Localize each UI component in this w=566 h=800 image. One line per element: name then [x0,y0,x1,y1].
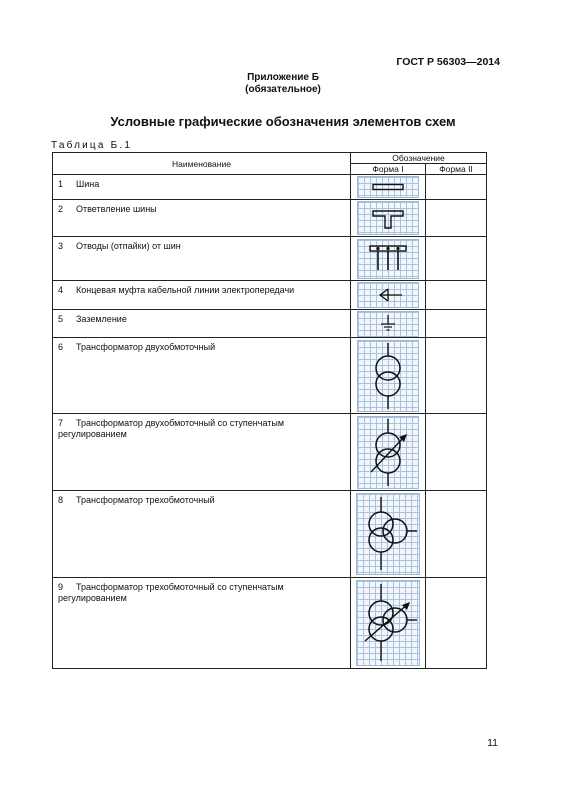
row-name-cell [53,491,351,578]
table-row [53,310,487,338]
form1-cell [351,281,426,310]
table-row [53,491,487,578]
cable-termination-symbol [357,282,419,308]
form2-cell [426,237,487,281]
column-header-form1: Форма I [351,164,426,175]
column-header-form2: Форма II [426,164,487,175]
form2-cell [426,310,487,338]
row-name-cell [53,310,351,338]
busbar-symbol [357,176,419,198]
two-winding-regulated-transformer-symbol [357,416,419,489]
row-name-cell [53,281,351,310]
row-name-cell [53,414,351,491]
appendix-heading [0,72,566,96]
row-name: Отводы (отпайки) от шин [76,241,181,251]
standard-number: ГОСТ Р 56303—2014 [396,56,500,68]
form1-cell [351,491,426,578]
table-row [53,200,487,237]
row-name: Трансформатор двухобмоточный [76,342,216,352]
table-row [53,578,487,669]
form1-cell [351,414,426,491]
bus-branch-symbol [357,201,419,235]
row-number: 7 [58,418,64,428]
row-name-cell [53,578,351,669]
document-title: Условные графические обозначения элементов схем [110,114,456,129]
appendix-label: Приложение Б [247,72,319,83]
table-row [53,338,487,414]
form1-cell [351,338,426,414]
row-name: Шина [76,179,100,189]
form2-cell [426,200,487,237]
form1-cell [351,237,426,281]
two-winding-transformer-symbol [357,340,419,412]
row-name: Трансформатор двухобмоточный со ступенчатым регулированием [58,418,285,439]
page-number: 11 [487,737,498,749]
row-name: Концевая муфта кабельной линии электропередачи [76,285,295,295]
symbols-table [52,152,487,669]
table-row [53,281,487,310]
ground-symbol [357,311,419,337]
row-name-cell [53,338,351,414]
row-name-cell [53,175,351,200]
row-number: 9 [58,582,64,592]
form2-cell [426,414,487,491]
row-number: 8 [58,495,64,505]
row-name: Трансформатор трехобмоточный [76,495,215,505]
row-number: 5 [58,314,64,324]
form2-cell [426,281,487,310]
table-row [53,237,487,281]
three-winding-regulated-transformer-symbol [356,580,420,666]
form2-cell [426,578,487,669]
row-name: Заземление [76,314,127,324]
row-name-cell [53,200,351,237]
table-row [53,175,487,200]
form2-cell [426,175,487,200]
table-row [53,414,487,491]
row-number: 2 [58,204,64,214]
row-number: 4 [58,285,64,295]
table-caption: Таблица Б.1 [51,140,133,151]
row-number: 1 [58,179,64,189]
bus-taps-symbol [357,239,419,279]
row-name: Трансформатор трехобмоточный со ступенчатым регулированием [58,582,284,603]
form1-cell [351,578,426,669]
form1-cell [351,310,426,338]
row-name: Ответвление шины [76,204,157,214]
row-number: 6 [58,342,64,352]
three-winding-transformer-symbol [356,493,420,575]
appendix-status: (обязательное) [245,84,321,95]
form1-cell [351,200,426,237]
row-name-cell [53,237,351,281]
column-header-name: Наименование [53,153,351,175]
row-number: 3 [58,241,64,251]
form2-cell [426,491,487,578]
form2-cell [426,338,487,414]
form1-cell [351,175,426,200]
column-header-designation: Обозначение [351,153,487,164]
